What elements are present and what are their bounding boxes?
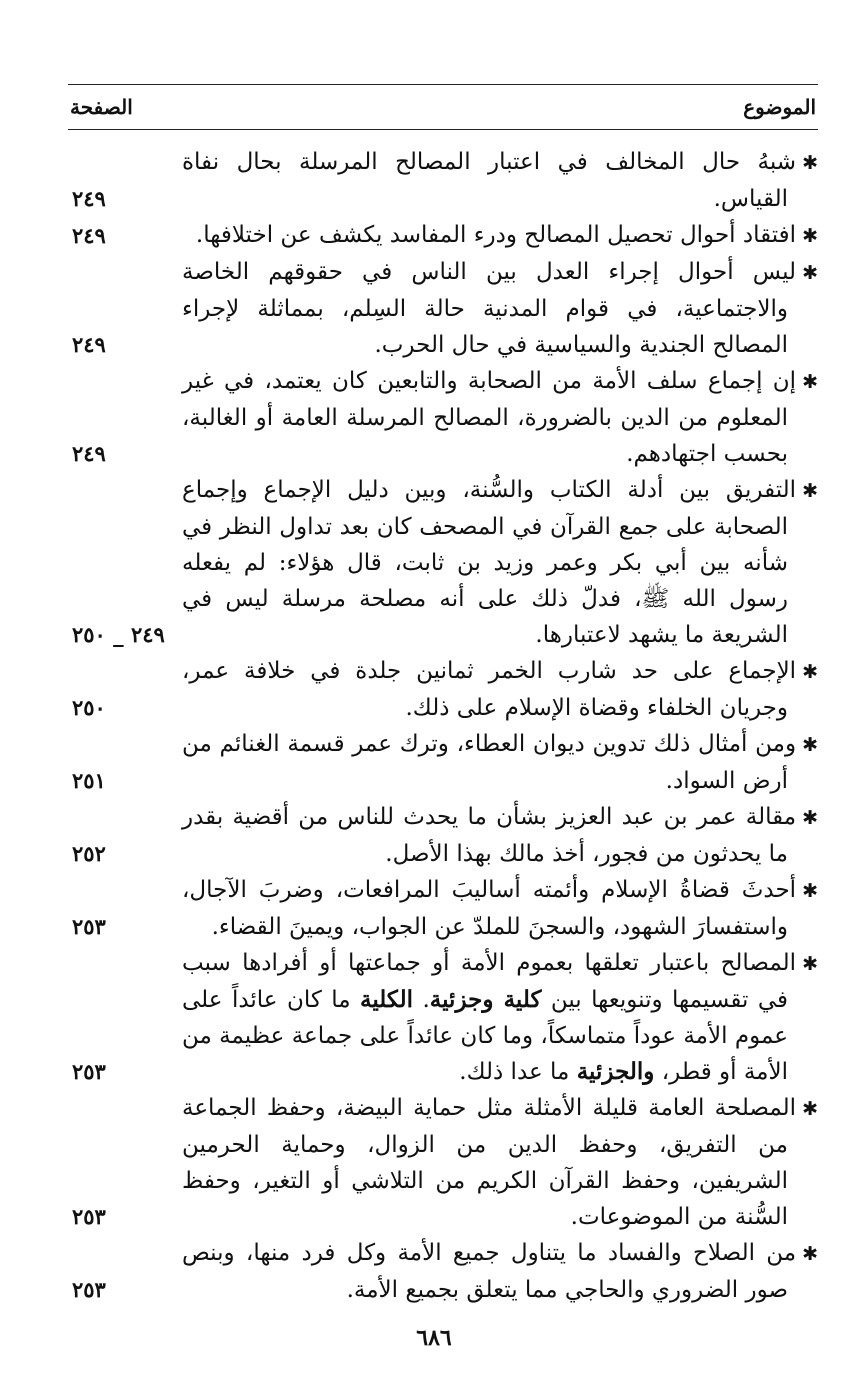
bold-term: كلية وجزئية [429,986,542,1013]
asterisk-icon: ✱ [802,1098,818,1120]
entry-page: ٢٥٣ [72,1277,106,1302]
index-entry [68,1235,818,1308]
entry-text: المصلحة العامة قليلة الأمثلة مثل حماية البيضة، وحفظ الجماعة من التفريق، وحفظ الدين من الزوال، وحماية الحرمين الشريفين، وحفظ القرآن الكريم من التلاشي أو التغير، وحفظ السُّنة من الموضوعات. [182,1095,797,1230]
index-entry [68,144,818,217]
asterisk-icon: ✱ [802,262,818,284]
bold-term: الكلية [360,986,414,1013]
entry-page: ٢٤٩ [72,332,106,357]
entry-text: من الصلاح والفساد ما يتناول جميع الأمة وكل فرد منها، وبنص صور الضروري والحاجي مما يتعلق بجميع الأمة. [182,1240,797,1303]
entry-text: الإجماع على حد شارب الخمر ثمانين جلدة في خلافة عمر، وجريان الخلفاء وقضاة الإسلام على ذلك. [182,658,797,721]
entry-text: افتقاد أحوال تحصيل المصالح ودرء المفاسد يكشف عن اختلافها. [195,222,797,248]
index-entry [68,653,818,726]
entry-page: ٢٥٢ [72,841,106,866]
asterisk-icon: ✱ [802,371,818,393]
entry-page: ٢٥٠ [72,695,106,720]
entry-page: ٢٤٩ [72,186,106,211]
entry-text: . [413,987,430,1013]
index-entry [68,217,818,254]
entry-page: ٢٤٩ [72,223,106,248]
index-entry [68,945,818,1090]
index-entries [68,144,818,1308]
entry-text: مقالة عمر بن عبد العزيز بشأن ما يحدث للناس من أقضية بقدر ما يحدثون من فجور، أخذ مالك بهذا الأصل. [182,804,797,867]
asterisk-icon: ✱ [802,480,818,502]
asterisk-icon: ✱ [802,225,818,247]
index-entry [68,472,818,653]
entry-page: ٢٥٣ [72,1059,106,1084]
asterisk-icon: ✱ [802,1243,818,1265]
entry-text: أحدثَ قضاةُ الإسلام وأئمته أساليبَ المرافعات، وضربَ الآجال، واستفسارَ الشهود، والسجنَ للملدّ عن الجواب، ويمينَ القضاء. [182,877,797,940]
entry-text: المصالح باعتبار تعلقها بعموم الأمة أو جماعتها أو أفرادها سبب في تقسيمها وتنويعها بين [182,950,797,1013]
asterisk-icon: ✱ [802,953,818,975]
asterisk-icon: ✱ [802,880,818,902]
entry-text: ومن أمثال ذلك تدوين ديوان العطاء، وترك عمر قسمة الغنائم من أرض السواد. [182,731,797,794]
index-entry [68,363,818,472]
asterisk-icon: ✱ [802,152,818,174]
entry-text: إن إجماع سلف الأمة من الصحابة والتابعين كان يعتمد، في غير المعلوم من الدين بالضرورة، المصالح المرسلة العامة أو الغالبة، بحسب اجتهادهم. [182,368,797,467]
asterisk-icon: ✱ [802,807,818,829]
entry-text: ما كان عائداً على عموم الأمة عوداً متماسكاً، وما كان عائداً على جماعة عظيمة من الأمة أو قطر، [182,987,788,1085]
page-column-label: الصفحة [70,95,133,119]
table-header [68,84,818,130]
index-entry [68,1090,818,1235]
entry-page: ٢٥٣ [72,914,106,939]
bold-term: والجزئية [576,1058,655,1085]
page-number: ٦٨٦ [416,1325,452,1351]
entry-page: ٢٥١ [72,768,106,793]
asterisk-icon: ✱ [802,734,818,756]
index-entry [68,726,818,799]
topic-column-label: الموضوع [743,95,816,119]
entry-text: ما عدا ذلك. [459,1059,577,1085]
entry-text: التفريق بين أدلة الكتاب والسُّنة، وبين دليل الإجماع وإجماع الصحابة على جمع القرآن في المصحف كان بعد تداول النظر في شأنه بين أبي بكر وعمر وزيد بن ثابت، قال هؤلاء: لم يفعله رسول الله ﷺ، فدلّ ذلك على أنه مصلحة مرسلة ليس في الشريعة ما يشهد لاعتبارها. [182,477,797,648]
index-page [68,84,818,1308]
entry-page: ٢٤٩ _ ٢٥٠ [72,622,165,647]
entry-page: ٢٤٩ [72,441,106,466]
entry-text: ليس أحوال إجراء العدل بين الناس في حقوقهم الخاصة والاجتماعية، في قوام المدنية حالة السِلم، بمماثلة لإجراء المصالح الجندية والسياسية في حال الحرب. [182,259,797,358]
entry-text: شبهُ حال المخالف في اعتبار المصالح المرسلة بحال نفاة القياس. [182,149,797,212]
index-entry [68,872,818,945]
entry-page: ٢٥٣ [72,1204,106,1229]
asterisk-icon: ✱ [802,661,818,683]
index-entry [68,254,818,363]
index-entry [68,799,818,872]
